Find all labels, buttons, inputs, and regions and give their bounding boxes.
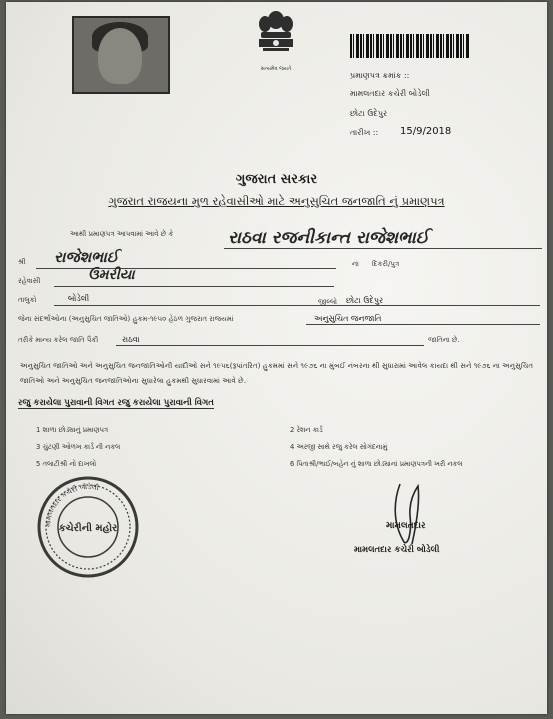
village-name: ઉમરીયા xyxy=(88,267,135,283)
taluka-line xyxy=(54,305,540,306)
issue-date: 15/9/2018 xyxy=(400,126,452,137)
village-label: રહેવાસી xyxy=(18,277,41,285)
certificate-sheet xyxy=(6,2,547,714)
document-item: 5 તલાટીશ્રી નો દાખલો xyxy=(36,460,97,468)
date-label: તારીખ :: xyxy=(350,128,379,137)
village-line xyxy=(54,286,334,287)
signatory-title: મામલતદાર xyxy=(386,521,426,531)
recognized-text: તરીકે માન્ય કરેલ જાતિ પૈકી xyxy=(18,336,99,344)
document-item: 1 શાળા છોડ્યાનું પ્રમાણપત્ર xyxy=(36,426,109,434)
issuing-office: મામલતદાર કચેરી બોડેલી xyxy=(350,89,430,98)
intro-text: આથી પ્રમાણપત્ર આપવામાં આવે છે કે xyxy=(70,230,174,238)
caste-category: અનુસુચિત જનજાતિ xyxy=(314,314,382,323)
father-name: રાજેશભાઈ xyxy=(54,248,119,266)
caste-name: રાઠવા xyxy=(122,335,140,344)
government-title: ગુજરાત સરકાર xyxy=(235,172,318,187)
signatory-office: મામલતદાર કચેરી બોડેલી xyxy=(354,545,440,555)
documents-right-list xyxy=(290,426,462,477)
seal-ring-text: મામલતદાર કચેરી બોડેલી xyxy=(43,482,100,528)
taluka: બોડેલી xyxy=(68,294,90,303)
name-line xyxy=(224,248,542,249)
category-line xyxy=(306,324,540,325)
national-emblem-icon xyxy=(253,8,299,70)
legal-paragraph: અનુસુચિત જાતિઓ અને અનુસુચિત જનજાતિઓની યાદીઓ સને ૧૯૫૬(રૂપાંતરિત) હુકમમાં સને ૧૯૭૬ ના મુંબઈ નંબરના થી સુધારામાં આવેલ કાયદા થી સને ૧૯૭૬ ના અનુસુચિત જાતિઓ અને અનુસુચિત જનજાતિઓના સુધારેલા હુકમથી સુધારવામાં આવે છે. xyxy=(20,361,534,385)
documents-heading: રજુ કરાયેલા પુરાવાની વિગત રજુ કરાયેલા પુરાવાની વિગત xyxy=(18,398,214,408)
certificate-title: ગુજરાત રાજયના મુળ રહેવાસીઓ માટે અનુસુચિત જનજાતિ નું પ્રમાણપત્ર xyxy=(108,194,445,208)
certificate-number-label: પ્રમાણપત્ર ક્રમાંક :: xyxy=(350,71,410,80)
caste-suffix: જાતિના છે. xyxy=(428,336,460,344)
relation-label: ના xyxy=(352,260,359,268)
district-label: જીલ્લો xyxy=(318,298,337,306)
document-item: 2 રેશન કાર્ડ xyxy=(290,426,323,434)
father-line xyxy=(36,268,336,269)
barcode xyxy=(350,34,470,58)
document-item: 6 પિતાશ્રી/ભાઈ/બહેન નું શાળા છોડ્યાનાં પ્રમાણપત્રની ખરી નકલ xyxy=(290,460,463,468)
caste-line xyxy=(116,345,424,346)
shri-label: શ્રી xyxy=(18,258,26,266)
seal-center-text: કચેરીની મહોર xyxy=(58,523,118,534)
issuing-district: છોટા ઉદેપુર xyxy=(350,109,388,118)
signature xyxy=(390,482,424,548)
documents-left-list xyxy=(36,426,120,477)
relation: દિકરી/પુત્ર xyxy=(372,260,400,268)
applicant-name: રાઠવા રજનીકાન્ત રાજેશભાઈ xyxy=(228,228,429,248)
svg-text:મામલતદાર કચેરી બોડેલી xyxy=(44,482,100,527)
document-item: 4 અરજી સાથે રજુ કરેલ સોગંદનામું xyxy=(290,443,388,451)
applicant-photo xyxy=(72,16,170,94)
office-seal-icon xyxy=(36,475,140,579)
document-item: 3 ચુંટણી ઓળખ કાર્ડ ની નકલ xyxy=(36,443,121,451)
order-text: જેના સંદર્ભાઓના (અનુસુચિત જાતિઓ) હુકમ-૧૯૫૦ હેઠળ ગુજરાત રાજયમાં xyxy=(18,315,234,323)
taluka-label: તાલુકો xyxy=(18,296,37,304)
district: છોટા ઉદેપુર xyxy=(346,296,384,305)
emblem-caption: સત્યમેવ જયતે xyxy=(260,66,292,72)
